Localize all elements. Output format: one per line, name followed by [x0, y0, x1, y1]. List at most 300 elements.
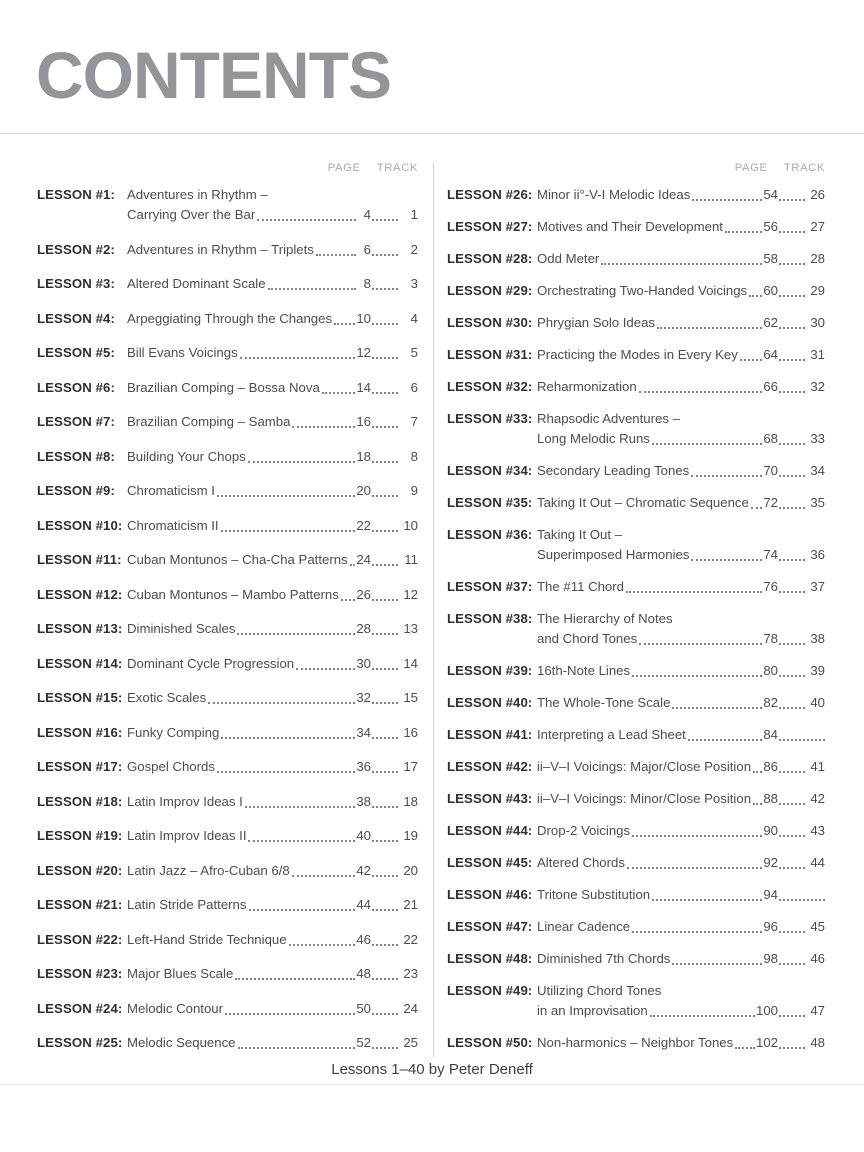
track-number: 38: [810, 631, 825, 646]
page-number: 34: [356, 724, 371, 740]
leader-dots: [691, 475, 762, 477]
lesson-title-text: 16th-Note Lines: [537, 663, 631, 678]
toc-entry: [447, 493, 825, 513]
page-number: 14: [356, 379, 371, 395]
lesson-title-text: Major Blues Scale: [127, 966, 234, 981]
lesson-body: [127, 343, 418, 363]
lesson-body: [127, 412, 418, 432]
toc-entry: [37, 861, 418, 881]
footer-credit: Lessons 1–40 by Peter Deneff: [331, 1061, 533, 1078]
leader-dots: [749, 295, 762, 297]
page-column-header: PAGE: [734, 162, 768, 174]
toc-entry: [447, 249, 825, 269]
lesson-title-line: [537, 1001, 825, 1021]
toc-entries-right: [447, 185, 825, 1053]
lesson-title-text: The Whole-Tone Scale: [537, 695, 671, 710]
lesson-title-line: [537, 981, 825, 1001]
leader-dots: [372, 288, 398, 290]
page-number: 52: [356, 1035, 371, 1050]
lesson-title-line: [537, 493, 825, 513]
track-number: 41: [810, 759, 825, 774]
lesson-title-line: [127, 757, 418, 777]
lesson-body: [537, 217, 825, 237]
lesson-number-label: LESSON #10:: [37, 517, 123, 533]
leader-dots: [725, 231, 762, 233]
lesson-title-line: [537, 629, 825, 649]
track-number: 7: [410, 414, 418, 429]
track-number: 6: [410, 379, 418, 395]
lesson-title-line: [537, 577, 825, 597]
leader-dots: [601, 263, 762, 265]
leader-dots: [779, 359, 805, 361]
leader-dots: [779, 931, 805, 933]
lesson-title-line: [127, 274, 418, 294]
lesson-number-label: LESSON #48:: [447, 951, 533, 966]
lesson-title-text: Motives and Their Development: [537, 219, 723, 234]
lesson-title-text: Exotic Scales: [127, 690, 207, 705]
leader-dots: [632, 835, 762, 837]
track-number: 29: [810, 283, 825, 298]
lesson-title-line: [127, 930, 418, 950]
lesson-title-text: Latin Improv Ideas II: [127, 828, 247, 843]
lesson-title-line: [537, 949, 825, 969]
toc-entry: [37, 999, 418, 1019]
lesson-body: [537, 377, 825, 397]
leader-dots: [350, 564, 356, 566]
lesson-body: [537, 281, 825, 301]
toc-entry: [37, 447, 418, 467]
track-number: 16: [403, 724, 418, 740]
page-number: 28: [356, 621, 371, 636]
lesson-title-text: Orchestrating Two-Handed Voicings: [537, 283, 748, 298]
toc-entry: [37, 930, 418, 950]
lesson-title-line: [537, 409, 825, 429]
lesson-number-label: LESSON #35:: [447, 495, 533, 510]
lesson-title-text: Building Your Chops: [127, 448, 246, 464]
lesson-title-line: [537, 789, 825, 809]
leader-dots: [632, 675, 762, 677]
lesson-body: [537, 345, 825, 365]
lesson-number-label: LESSON #23:: [37, 966, 123, 981]
toc-entry: [447, 377, 825, 397]
page-number: 26: [356, 586, 371, 602]
lesson-title-line: [127, 999, 418, 1019]
page-number: 38: [356, 793, 371, 809]
page-number: 94: [763, 887, 778, 902]
track-number: 44: [810, 855, 825, 870]
page-number: 62: [763, 315, 778, 330]
leader-dots: [779, 391, 805, 393]
leader-dots: [753, 771, 762, 773]
page-number: 44: [356, 897, 371, 912]
track-number: 37: [810, 579, 825, 594]
lesson-title-text: Altered Chords: [537, 855, 625, 870]
leader-dots: [372, 1047, 398, 1049]
leader-dots: [217, 771, 355, 773]
lesson-number-label: LESSON #12:: [37, 586, 123, 602]
lesson-title-text: Adventures in Rhythm – Triplets: [127, 241, 314, 257]
lesson-title-line: [127, 240, 418, 260]
toc-entry: [447, 281, 825, 301]
track-number: 27: [810, 219, 825, 234]
lesson-title-text: Chromaticism II: [127, 517, 219, 533]
lesson-title-line: [127, 861, 418, 881]
lesson-body: [127, 1033, 418, 1053]
lesson-title-text: Latin Jazz – Afro-Cuban 6/8: [127, 862, 290, 878]
lesson-title-line: [127, 895, 418, 915]
toc-entry: [37, 964, 418, 984]
leader-dots: [657, 327, 762, 329]
lesson-title-text: Long Melodic Runs: [537, 431, 650, 446]
lesson-body: [127, 861, 418, 881]
toc-entry: [447, 725, 825, 745]
lesson-body: [537, 609, 825, 649]
leader-dots: [208, 702, 355, 704]
toc-entry: [447, 461, 825, 481]
track-number: 15: [403, 690, 418, 705]
leader-dots: [221, 737, 355, 739]
lesson-number-label: LESSON #21:: [37, 897, 123, 912]
lesson-body: [537, 461, 825, 481]
track-number: 30: [810, 315, 825, 330]
lesson-body: [537, 409, 825, 449]
lesson-title-text: Diminished Scales: [127, 621, 236, 636]
leader-dots: [779, 835, 805, 837]
lesson-number-label: LESSON #38:: [447, 611, 533, 626]
leader-dots: [672, 963, 762, 965]
toc-entry: [447, 917, 825, 937]
track-number: 35: [810, 495, 825, 510]
track-number: 9: [410, 483, 418, 498]
page-number: 32: [356, 690, 371, 705]
lesson-body: [537, 661, 825, 681]
lesson-title-line: [537, 661, 825, 681]
track-number: 43: [810, 823, 825, 838]
lesson-title-line: [537, 853, 825, 873]
toc-entry: [447, 949, 825, 969]
leader-dots: [779, 1015, 805, 1017]
lesson-body: [537, 821, 825, 841]
page-number: 86: [763, 759, 778, 774]
leader-dots: [639, 391, 763, 393]
lesson-body: [537, 185, 825, 205]
lesson-title-line: [127, 688, 418, 708]
leader-dots: [779, 1047, 805, 1049]
leader-dots: [779, 591, 805, 593]
page-number: 56: [763, 219, 778, 234]
lesson-number-label: LESSON #5:: [37, 345, 115, 360]
leader-dots: [334, 323, 355, 325]
page-number: 102: [755, 1035, 778, 1050]
toc-entry: [447, 609, 825, 649]
lesson-title-text: Carrying Over the Bar: [127, 207, 256, 222]
leader-dots: [672, 707, 762, 709]
page-column-header: PAGE: [327, 162, 361, 174]
track-number: 45: [810, 919, 825, 934]
lesson-title-line: [537, 1033, 825, 1053]
page-number: 58: [763, 251, 778, 266]
leader-dots: [626, 591, 762, 593]
toc-entry: [37, 619, 418, 639]
page-number: 24: [356, 552, 371, 567]
toc-entry: [447, 185, 825, 205]
toc-entry: [447, 757, 825, 777]
lesson-body: [537, 853, 825, 873]
lesson-body: [127, 688, 418, 708]
page-number: 54: [763, 187, 778, 202]
track-number: 28: [810, 251, 825, 266]
leader-dots: [779, 559, 805, 561]
leader-dots: [372, 461, 398, 463]
footer-rule: [0, 1084, 864, 1085]
page-number: 80: [763, 663, 778, 678]
leader-dots: [372, 357, 398, 359]
toc-entry: [447, 885, 825, 905]
track-number: 36: [810, 547, 825, 562]
page-number: 42: [356, 862, 371, 878]
leader-dots: [322, 392, 356, 394]
track-number: 1: [410, 207, 418, 222]
toc-entry: [447, 693, 825, 713]
page-number: 76: [763, 579, 778, 594]
lesson-number-label: LESSON #26:: [447, 187, 533, 202]
leader-dots: [779, 295, 805, 297]
leader-dots: [650, 1015, 755, 1017]
page-number: 6: [363, 241, 371, 257]
leader-dots: [237, 633, 355, 635]
lesson-body: [127, 378, 418, 398]
leader-dots: [268, 288, 356, 290]
page-number: 96: [763, 919, 778, 934]
lesson-body: [537, 757, 825, 777]
page-number: 40: [356, 828, 371, 843]
leader-dots: [296, 668, 355, 670]
lesson-title-text: ii–V–I Voicings: Major/Close Position: [537, 759, 752, 774]
lesson-number-label: LESSON #28:: [447, 251, 533, 266]
lesson-body: [127, 654, 418, 674]
lesson-number-label: LESSON #13:: [37, 621, 123, 636]
lesson-title-text: Latin Stride Patterns: [127, 897, 247, 912]
track-number: 32: [810, 379, 825, 394]
toc-entry: [447, 313, 825, 333]
leader-dots: [372, 426, 398, 428]
lesson-body: [127, 792, 418, 812]
leader-dots: [372, 323, 398, 325]
toc-entry: [37, 516, 418, 536]
leader-dots: [372, 392, 398, 394]
leader-dots: [779, 963, 805, 965]
lesson-body: [127, 185, 418, 225]
leader-dots: [372, 944, 398, 946]
leader-dots: [372, 668, 398, 670]
toc-entry: [447, 661, 825, 681]
toc-entry: [37, 185, 418, 225]
lesson-title-text: Chromaticism I: [127, 483, 215, 498]
leader-dots: [779, 199, 805, 201]
leader-dots: [740, 359, 762, 361]
track-number: 17: [403, 759, 418, 774]
toc-entries-left: [37, 185, 418, 1053]
lesson-title-text: The Hierarchy of Notes: [537, 611, 673, 626]
lesson-number-label: LESSON #19:: [37, 828, 123, 843]
leader-dots: [779, 867, 805, 869]
track-number: 4: [410, 310, 418, 326]
leader-dots: [652, 443, 762, 445]
lesson-body: [537, 249, 825, 269]
toc-entry: [37, 792, 418, 812]
lesson-number-label: LESSON #14:: [37, 655, 123, 671]
page-number: 78: [763, 631, 778, 646]
lesson-body: [127, 895, 418, 915]
lesson-title-text: ii–V–I Voicings: Minor/Close Position: [537, 791, 752, 806]
lesson-title-text: The #11 Chord: [537, 579, 624, 594]
leader-dots: [779, 507, 805, 509]
lesson-title-text: Utilizing Chord Tones: [537, 983, 662, 998]
leader-dots: [779, 231, 805, 233]
lesson-title-line: [127, 654, 418, 674]
track-number: 20: [403, 862, 418, 878]
toc-entry: [447, 821, 825, 841]
lesson-title-text: and Chord Tones: [537, 631, 638, 646]
lesson-body: [537, 949, 825, 969]
leader-dots: [221, 530, 356, 532]
leader-dots: [372, 530, 398, 532]
lesson-number-label: LESSON #16:: [37, 724, 123, 740]
lesson-number-label: LESSON #49:: [447, 983, 533, 998]
header-rule: [0, 133, 864, 134]
track-number: 31: [810, 347, 825, 362]
lesson-body: [127, 481, 418, 501]
lesson-body: [537, 493, 825, 513]
track-number: 40: [810, 695, 825, 710]
leader-dots: [372, 978, 398, 980]
track-number: 19: [403, 828, 418, 843]
lesson-body: [127, 550, 418, 570]
leader-dots: [372, 806, 398, 808]
lesson-title-line: [127, 481, 418, 501]
toc-entry: [447, 217, 825, 237]
track-number: 2: [410, 241, 418, 257]
lesson-body: [127, 826, 418, 846]
page-number: 46: [356, 931, 371, 947]
lesson-body: [537, 917, 825, 937]
toc-columns: [37, 162, 825, 1053]
toc-entry: [37, 240, 418, 260]
page-number: 20: [356, 483, 371, 498]
leader-dots: [292, 875, 356, 877]
lesson-number-label: LESSON #4:: [37, 310, 115, 326]
lesson-title-text: Linear Cadence: [537, 919, 631, 934]
lesson-title-line: [537, 757, 825, 777]
page-number: 10: [356, 310, 371, 326]
lesson-title-text: Altered Dominant Scale: [127, 276, 266, 291]
lesson-number-label: LESSON #7:: [37, 414, 115, 429]
track-number: 33: [810, 431, 825, 446]
leader-dots: [779, 643, 805, 645]
lesson-body: [537, 725, 825, 745]
leader-dots: [341, 599, 355, 601]
track-number: 22: [403, 931, 418, 947]
toc-entry: [37, 826, 418, 846]
page-number: 12: [356, 345, 371, 360]
toc-entry: [37, 895, 418, 915]
lesson-title-text: Melodic Contour: [127, 1000, 224, 1016]
track-number: 13: [403, 621, 418, 636]
lesson-number-label: LESSON #50:: [447, 1035, 533, 1050]
track-number: 11: [404, 552, 418, 567]
lesson-title-line: [127, 185, 418, 205]
leader-dots: [372, 840, 398, 842]
lesson-number-label: LESSON #32:: [447, 379, 533, 394]
track-number: 23: [403, 966, 418, 981]
leader-dots: [372, 633, 398, 635]
page-number: 82: [763, 695, 778, 710]
lesson-title-line: [537, 217, 825, 237]
toc-entry: [447, 981, 825, 1021]
lesson-body: [537, 313, 825, 333]
lesson-title-text: Drop-2 Voicings: [537, 823, 631, 838]
leader-dots: [372, 495, 398, 497]
leader-dots: [316, 254, 356, 256]
lesson-title-text: Tritone Substitution: [537, 887, 651, 902]
lesson-title-line: [127, 447, 418, 467]
lesson-title-line: [537, 461, 825, 481]
leader-dots: [735, 1047, 755, 1049]
leader-dots: [248, 840, 355, 842]
page-number: 72: [763, 495, 778, 510]
lesson-body: [127, 447, 418, 467]
toc-entry: [37, 757, 418, 777]
lesson-number-label: LESSON #46:: [447, 887, 533, 902]
leader-dots: [372, 737, 398, 739]
toc-entry: [37, 412, 418, 432]
track-number: 42: [810, 791, 825, 806]
lesson-title-line: [537, 249, 825, 269]
track-column-header: TRACK: [376, 162, 418, 174]
lesson-title-text: Superimposed Harmonies: [537, 547, 690, 562]
lesson-title-line: [537, 185, 825, 205]
leader-dots: [639, 643, 762, 645]
track-number: 10: [403, 517, 418, 533]
lesson-title-text: Cuban Montunos – Cha-Cha Patterns: [127, 552, 348, 567]
toc-entry: [447, 1033, 825, 1053]
leader-dots: [257, 219, 356, 221]
toc-column-left: [37, 162, 418, 1053]
lesson-title-line: [537, 821, 825, 841]
lesson-number-label: LESSON #22:: [37, 931, 123, 947]
lesson-title-text: Interpreting a Lead Sheet: [537, 727, 686, 742]
lesson-title-text: Odd Meter: [537, 251, 600, 266]
track-number: 5: [410, 345, 418, 360]
lesson-title-text: Left-Hand Stride Technique: [127, 931, 287, 947]
lesson-title-line: [127, 516, 418, 536]
lesson-number-label: LESSON #30:: [447, 315, 533, 330]
lesson-title-line: [537, 693, 825, 713]
lesson-title-line: [537, 429, 825, 449]
lesson-title-line: [537, 917, 825, 937]
lesson-number-label: LESSON #31:: [447, 347, 533, 362]
lesson-body: [537, 693, 825, 713]
track-number: 3: [410, 276, 418, 291]
lesson-number-label: LESSON #41:: [447, 727, 533, 742]
lesson-number-label: LESSON #45:: [447, 855, 533, 870]
leader-dots: [372, 702, 398, 704]
lesson-title-line: [127, 792, 418, 812]
lesson-title-text: Rhapsodic Adventures –: [537, 411, 680, 426]
lesson-title-line: [127, 412, 418, 432]
lesson-title-line: [537, 725, 825, 745]
leader-dots: [627, 867, 762, 869]
